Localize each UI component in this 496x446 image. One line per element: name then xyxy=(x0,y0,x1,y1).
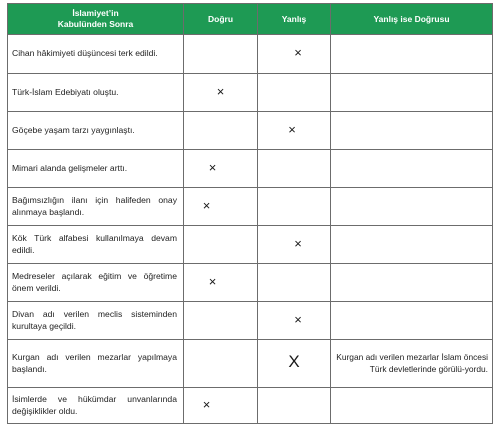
cross-mark-icon: × xyxy=(202,396,211,412)
yanlis-cell xyxy=(258,264,331,302)
statement-cell: Bağımsızlığın ilanı için halifeden onay alınmaya başlandı. xyxy=(8,188,184,226)
yanlis-cell xyxy=(258,112,331,150)
header-statement-line2: Kabulünden Sonra xyxy=(57,19,134,29)
statement-cell: Cihan hâkimiyeti düşüncesi terk edildi. xyxy=(8,35,184,74)
table-row xyxy=(8,188,493,226)
dogru-cell xyxy=(184,74,258,112)
cross-mark-icon: × xyxy=(294,45,302,61)
statement-cell: Kurgan adı verilen mezarlar yapılmaya başlandı. xyxy=(8,340,184,388)
yanlis-cell xyxy=(258,302,331,340)
table-row xyxy=(8,150,493,188)
statement-cell: Medreseler açılarak eğitim ve öğretime önem verildi. xyxy=(8,264,184,302)
yanlis-cell xyxy=(258,388,331,424)
header-row xyxy=(8,4,493,35)
table-row xyxy=(8,302,493,340)
dogru-cell xyxy=(184,302,258,340)
yanlis-cell xyxy=(258,340,331,388)
header-dogru: Doğru xyxy=(184,4,258,35)
dogru-cell xyxy=(184,340,258,388)
cross-mark-icon: × xyxy=(208,273,217,289)
statement-cell: Göçebe yaşam tarzı yaygınlaştı. xyxy=(8,112,184,150)
cross-mark-icon: × xyxy=(216,83,225,99)
statement-cell: Türk-İslam Edebiyatı oluştu. xyxy=(8,74,184,112)
correction-cell xyxy=(331,150,493,188)
correction-cell xyxy=(331,74,493,112)
statement-cell: Mimari alanda gelişmeler arttı. xyxy=(8,150,184,188)
dogru-cell xyxy=(184,150,258,188)
cross-mark-icon: × xyxy=(208,159,217,175)
table-row xyxy=(8,264,493,302)
answer-table xyxy=(7,3,493,424)
header-statement-line1: İslamiyet’in xyxy=(72,8,119,18)
table-row xyxy=(8,74,493,112)
cross-mark-icon: × xyxy=(294,235,302,251)
dogru-cell xyxy=(184,35,258,74)
yanlis-cell xyxy=(258,188,331,226)
table-row xyxy=(8,226,493,264)
dogru-cell xyxy=(184,226,258,264)
header-correction: Yanlış ise Doğrusu xyxy=(331,4,493,35)
yanlis-cell xyxy=(258,150,331,188)
statement-cell: Divan adı verilen meclis sisteminden kurultaya geçildi. xyxy=(8,302,184,340)
dogru-cell xyxy=(184,388,258,424)
correction-cell xyxy=(331,226,493,264)
dogru-cell xyxy=(184,188,258,226)
statement-cell: Kök Türk alfabesi kullanılmaya devam edildi. xyxy=(8,226,184,264)
yanlis-cell xyxy=(258,74,331,112)
cross-mark-icon: × xyxy=(294,311,302,327)
cross-mark-icon: X xyxy=(288,352,300,372)
dogru-cell xyxy=(184,112,258,150)
header-statement xyxy=(8,4,184,35)
correction-cell xyxy=(331,264,493,302)
correction-cell: Kurgan adı verilen mezarlar İslam öncesi Türk devletlerinde görülü-yordu. xyxy=(331,340,493,388)
table-row xyxy=(8,112,493,150)
table-row xyxy=(8,340,493,388)
yanlis-cell xyxy=(258,226,331,264)
correction-cell xyxy=(331,302,493,340)
dogru-cell xyxy=(184,264,258,302)
statement-cell: İsimlerde ve hükümdar unvanlarında değişiklikler oldu. xyxy=(8,388,184,424)
table-row xyxy=(8,35,493,74)
correction-cell xyxy=(331,188,493,226)
yanlis-cell xyxy=(258,35,331,74)
correction-cell xyxy=(331,35,493,74)
header-yanlis: Yanlış xyxy=(258,4,331,35)
table-row xyxy=(8,388,493,424)
correction-cell xyxy=(331,388,493,424)
cross-mark-icon: × xyxy=(288,121,296,137)
correction-cell xyxy=(331,112,493,150)
cross-mark-icon: × xyxy=(202,197,211,213)
